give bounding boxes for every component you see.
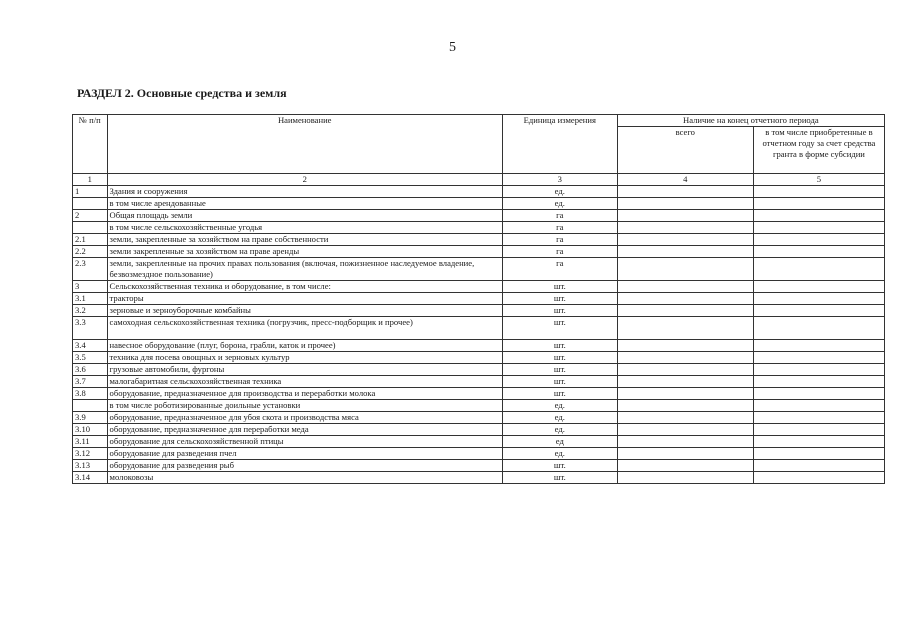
row-number-cell: 2.3 [73,258,108,281]
row-unit-cell: ед. [502,198,617,210]
row-grant-cell[interactable] [753,305,884,317]
row-grant-cell[interactable] [753,412,884,424]
table-row [73,448,885,460]
column-numbers-row [73,174,885,186]
row-number-cell: 3.12 [73,448,108,460]
row-name-cell: в том числе сельскохозяйственные угодья [107,222,502,234]
row-name-cell: техника для посева овощных и зерновых культур [107,352,502,364]
table-row [73,281,885,293]
row-number-cell: 3 [73,281,108,293]
row-unit-cell: ед. [502,186,617,198]
row-name-cell: земли, закрепленные за хозяйством на праве собственности [107,234,502,246]
row-grant-cell[interactable] [753,281,884,293]
row-total-cell[interactable] [617,448,753,460]
column-number: 4 [617,174,753,186]
table-row [73,376,885,388]
row-name-cell: самоходная сельскохозяйственная техника (погрузчик, пресс-подборщик и прочее) [107,317,502,340]
row-number-cell: 3.6 [73,364,108,376]
column-number: 5 [753,174,884,186]
column-number: 2 [107,174,502,186]
row-grant-cell[interactable] [753,448,884,460]
header-name: Наименование [107,115,502,174]
row-grant-cell[interactable] [753,388,884,400]
row-name-cell: навесное оборудование (плуг, борона, грабли, каток и прочее) [107,340,502,352]
row-grant-cell[interactable] [753,258,884,281]
table-row [73,210,885,222]
row-grant-cell[interactable] [753,210,884,222]
row-name-cell: грузовые автомобили, фургоны [107,364,502,376]
row-name-cell: Общая площадь земли [107,210,502,222]
row-total-cell[interactable] [617,400,753,412]
row-unit-cell: шт. [502,281,617,293]
row-name-cell: зерновые и зерноуборочные комбайны [107,305,502,317]
row-grant-cell[interactable] [753,246,884,258]
row-grant-cell[interactable] [753,364,884,376]
table-row [73,424,885,436]
row-unit-cell: шт. [502,305,617,317]
row-unit-cell: шт. [502,317,617,340]
row-grant-cell[interactable] [753,376,884,388]
row-unit-cell: га [502,258,617,281]
row-unit-cell: шт. [502,376,617,388]
row-total-cell[interactable] [617,305,753,317]
row-number-cell: 3.11 [73,436,108,448]
row-unit-cell: ед. [502,412,617,424]
row-total-cell[interactable] [617,222,753,234]
row-grant-cell[interactable] [753,424,884,436]
table-row [73,305,885,317]
row-unit-cell: ед [502,436,617,448]
row-total-cell[interactable] [617,424,753,436]
table-row [73,317,885,340]
row-name-cell: земли, закрепленные на прочих правах пользования (включая, пожизненное наследуемое владение, безвозмездное пользование) [107,258,502,281]
row-total-cell[interactable] [617,293,753,305]
row-total-cell[interactable] [617,352,753,364]
row-name-cell: оборудование, предназначенное для переработки меда [107,424,502,436]
row-unit-cell: шт. [502,293,617,305]
table-row [73,186,885,198]
row-number-cell: 3.13 [73,460,108,472]
table-row [73,352,885,364]
table-row [73,472,885,484]
row-unit-cell: ед. [502,400,617,412]
header-grant: в том числе приобретенные в отчетном году за счет средства гранта в форме субсидии [753,127,884,174]
header-availability: Наличие на конец отчетного периода [617,115,884,127]
row-total-cell[interactable] [617,364,753,376]
row-number-cell [73,222,108,234]
table-row [73,293,885,305]
row-total-cell[interactable] [617,340,753,352]
table-body [73,186,885,484]
row-unit-cell: шт. [502,364,617,376]
row-number-cell: 2.2 [73,246,108,258]
row-total-cell[interactable] [617,198,753,210]
row-number-cell: 3.3 [73,317,108,340]
header-num: № п/п [73,115,108,174]
table-row [73,340,885,352]
row-total-cell[interactable] [617,234,753,246]
row-unit-cell: га [502,222,617,234]
table-row [73,400,885,412]
row-name-cell: оборудование, предназначенное для производства и переработки молока [107,388,502,400]
row-unit-cell: шт. [502,340,617,352]
row-grant-cell[interactable] [753,400,884,412]
row-total-cell[interactable] [617,210,753,222]
header-total: всего [617,127,753,174]
row-name-cell: оборудование для сельскохозяйственной птицы [107,436,502,448]
row-name-cell: оборудование, предназначенное для убоя скота и производства мяса [107,412,502,424]
row-total-cell[interactable] [617,281,753,293]
row-unit-cell: га [502,210,617,222]
row-unit-cell: шт. [502,460,617,472]
row-unit-cell: га [502,246,617,258]
row-grant-cell[interactable] [753,460,884,472]
table-row [73,436,885,448]
row-grant-cell[interactable] [753,340,884,352]
row-grant-cell[interactable] [753,293,884,305]
row-grant-cell[interactable] [753,234,884,246]
row-number-cell: 3.9 [73,412,108,424]
table-row [73,364,885,376]
row-name-cell: молоковозы [107,472,502,484]
row-total-cell[interactable] [617,376,753,388]
row-unit-cell: га [502,234,617,246]
row-number-cell: 3.1 [73,293,108,305]
row-number-cell: 3.7 [73,376,108,388]
row-number-cell: 1 [73,186,108,198]
row-total-cell[interactable] [617,412,753,424]
table-row [73,412,885,424]
row-unit-cell: ед. [502,448,617,460]
row-grant-cell[interactable] [753,198,884,210]
row-number-cell: 3.5 [73,352,108,364]
row-number-cell: 2 [73,210,108,222]
row-number-cell [73,400,108,412]
row-name-cell: тракторы [107,293,502,305]
row-total-cell[interactable] [617,246,753,258]
row-name-cell: малогабаритная сельскохозяйственная техника [107,376,502,388]
row-name-cell: оборудование для разведения рыб [107,460,502,472]
row-name-cell: земли закрепленные за хозяйством на праве аренды [107,246,502,258]
row-number-cell: 3.4 [73,340,108,352]
row-number-cell: 3.8 [73,388,108,400]
row-unit-cell: шт. [502,472,617,484]
table-row [73,198,885,210]
row-name-cell: в том числе роботизированные доильные установки [107,400,502,412]
table-row [73,258,885,281]
row-grant-cell[interactable] [753,352,884,364]
row-number-cell: 3.2 [73,305,108,317]
row-name-cell: Сельскохозяйственная техника и оборудование, в том числе: [107,281,502,293]
row-total-cell[interactable] [617,186,753,198]
table-row [73,234,885,246]
row-total-cell[interactable] [617,258,753,281]
row-grant-cell[interactable] [753,317,884,340]
table-row [73,222,885,234]
row-unit-cell: ед. [502,424,617,436]
row-grant-cell[interactable] [753,222,884,234]
row-grant-cell[interactable] [753,186,884,198]
row-grant-cell[interactable] [753,472,884,484]
table-row [73,388,885,400]
table-row [73,246,885,258]
row-name-cell: Здания и сооружения [107,186,502,198]
header-unit: Единица измерения [502,115,617,174]
row-total-cell[interactable] [617,388,753,400]
row-name-cell: оборудование для разведения пчел [107,448,502,460]
column-number: 3 [502,174,617,186]
row-number-cell [73,198,108,210]
assets-table [72,114,885,484]
section-title: РАЗДЕЛ 2. Основные средства и земля [77,86,287,100]
column-number: 1 [73,174,108,186]
table-row [73,460,885,472]
row-total-cell[interactable] [617,460,753,472]
row-name-cell: в том числе арендованные [107,198,502,210]
row-number-cell: 3.14 [73,472,108,484]
row-grant-cell[interactable] [753,436,884,448]
row-total-cell[interactable] [617,317,753,340]
row-total-cell[interactable] [617,472,753,484]
page-number: 5 [449,40,456,55]
row-total-cell[interactable] [617,436,753,448]
row-unit-cell: шт. [502,388,617,400]
row-number-cell: 2.1 [73,234,108,246]
row-number-cell: 3.10 [73,424,108,436]
row-unit-cell: шт. [502,352,617,364]
